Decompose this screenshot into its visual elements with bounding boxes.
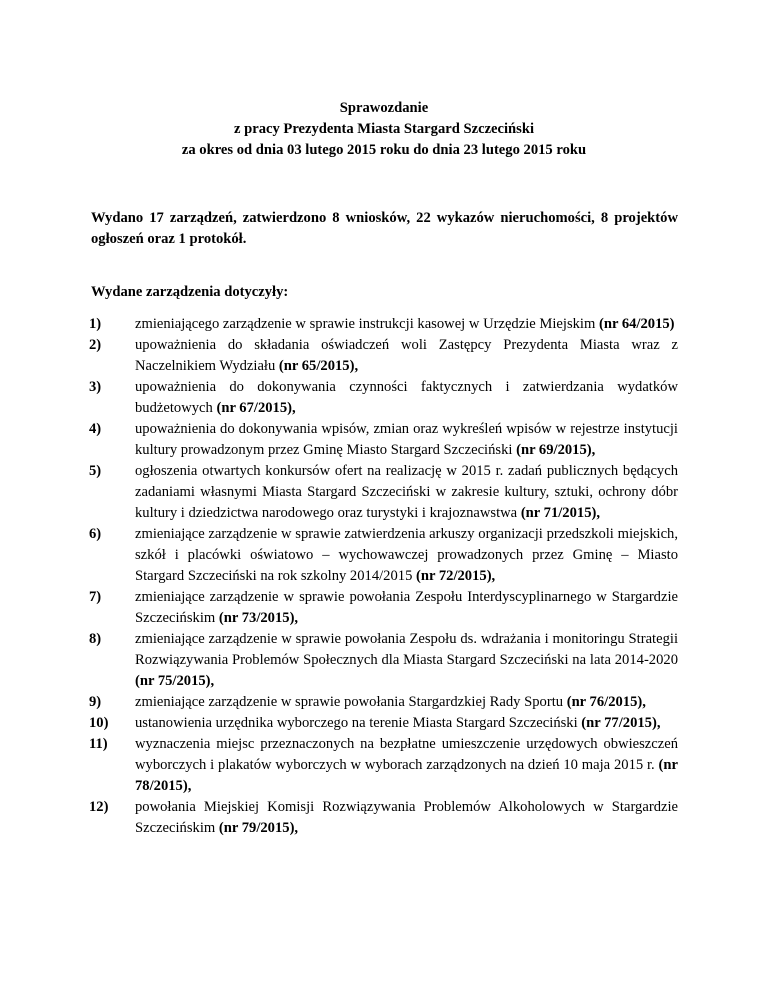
list-item	[89, 713, 678, 734]
item-number: 8)	[89, 631, 102, 647]
item-text: upoważnienia do składania oświadczeń woli Zastępcy Prezydenta Miasta wraz z Naczelnikiem Wydziału	[135, 337, 678, 374]
item-text: powołania Miejskiej Komisji Rozwiązywania Problemów Alkoholowych w Stargardzie Szczecińskim	[135, 799, 678, 836]
item-number: 11)	[89, 736, 108, 752]
item-reference: (nr 73/2015),	[218, 610, 299, 626]
item-number: 12)	[89, 799, 109, 815]
item-text: zmieniające zarządzenie w sprawie powołania Stargardzkiej Rady Sportu	[135, 694, 567, 710]
item-number: 10)	[89, 715, 109, 731]
item-text: zmieniającego zarządzenie w sprawie instrukcji kasowej w Urzędzie Miejskim	[135, 316, 599, 332]
item-text: ustanowienia urzędnika wyborczego na terenie Miasta Stargard Szczeciński	[135, 715, 582, 731]
list-item	[89, 314, 678, 335]
ordinance-list	[89, 314, 678, 839]
list-item	[89, 734, 678, 797]
list-item	[89, 377, 678, 419]
item-reference: (nr 64/2015)	[598, 316, 675, 332]
document-title	[0, 98, 768, 161]
item-reference: (nr 65/2015),	[278, 358, 359, 374]
item-text: upoważnienia do dokonywania czynności faktycznych i zatwierdzania wydatków budżetowych	[135, 379, 678, 416]
item-reference: (nr 77/2015),	[581, 715, 661, 731]
item-text: upoważnienia do dokonywania wpisów, zmian oraz wykreśleń wpisów w rejestrze instytucji kultury prowadzonym przez Gminę Miasto Stargard Szczeciński	[135, 421, 678, 458]
list-item	[89, 524, 678, 587]
item-text: zmieniające zarządzenie w sprawie zatwierdzenia arkuszy organizacji przedszkoli miejskich, szkół i placówki oświatowo – wychowawczej prowadzonych przez Gminę – Miasto Stargard Szczeciński na rok szkolny 2014/2015	[135, 526, 678, 584]
item-reference: (nr 71/2015),	[520, 505, 600, 521]
item-reference: (nr 75/2015),	[135, 673, 215, 689]
item-number: 2)	[89, 337, 102, 353]
list-item	[89, 587, 678, 629]
item-text: zmieniające zarządzenie w sprawie powołania Zespołu Interdyscyplinarnego w Stargardzie Szczecińskim	[135, 589, 678, 626]
list-item	[89, 629, 678, 692]
title-line-1: Sprawozdanie	[339, 100, 429, 116]
item-reference: (nr 78/2015),	[135, 757, 678, 794]
item-reference: (nr 76/2015),	[566, 694, 646, 710]
item-number: 6)	[89, 526, 102, 542]
list-item	[89, 461, 678, 524]
item-number: 4)	[89, 421, 102, 437]
item-text: ogłoszenia otwartych konkursów ofert na realizację w 2015 r. zadań publicznych będących zadaniami własnymi Miasta Stargard Szczeciński w zakresie kultury, sztuki, ochrony dóbr kultury i dziedzictwa narodowego oraz turystyki i krajoznawstwa	[135, 463, 678, 521]
item-number: 5)	[89, 463, 102, 479]
list-item	[89, 335, 678, 377]
item-number: 3)	[89, 379, 102, 395]
item-number: 7)	[89, 589, 102, 605]
item-number: 1)	[89, 316, 102, 332]
list-intro: Wydane zarządzenia dotyczyły:	[91, 284, 289, 300]
list-item	[89, 797, 678, 839]
title-line-3: za okres od dnia 03 lutego 2015 roku do dnia 23 lutego 2015 roku	[181, 142, 587, 158]
item-number: 9)	[89, 694, 102, 710]
item-text: wyznaczenia miejsc przeznaczonych na bezpłatne umieszczenie urzędowych obwieszczeń wyborczych i plakatów wyborczych w wyborach zarządzonych na dzień 10 maja 2015 r.	[135, 736, 678, 773]
summary-paragraph: Wydano 17 zarządzeń, zatwierdzono 8 wniosków, 22 wykazów nieruchomości, 8 projektów ogłoszeń oraz 1 protokół.	[91, 210, 678, 247]
list-item	[89, 692, 678, 713]
item-reference: (nr 72/2015),	[416, 568, 496, 584]
item-reference: (nr 79/2015),	[218, 820, 299, 836]
item-text: zmieniające zarządzenie w sprawie powołania Zespołu ds. wdrażania i monitoringu Strategii Rozwiązywania Problemów Społecznych dla Miasta Stargard Szczeciński na lata 2014-2020	[135, 631, 678, 668]
list-item	[89, 419, 678, 461]
title-line-2: z pracy Prezydenta Miasta Stargard Szczeciński	[233, 121, 535, 137]
item-reference: (nr 67/2015),	[216, 400, 296, 416]
item-reference: (nr 69/2015),	[516, 442, 596, 458]
